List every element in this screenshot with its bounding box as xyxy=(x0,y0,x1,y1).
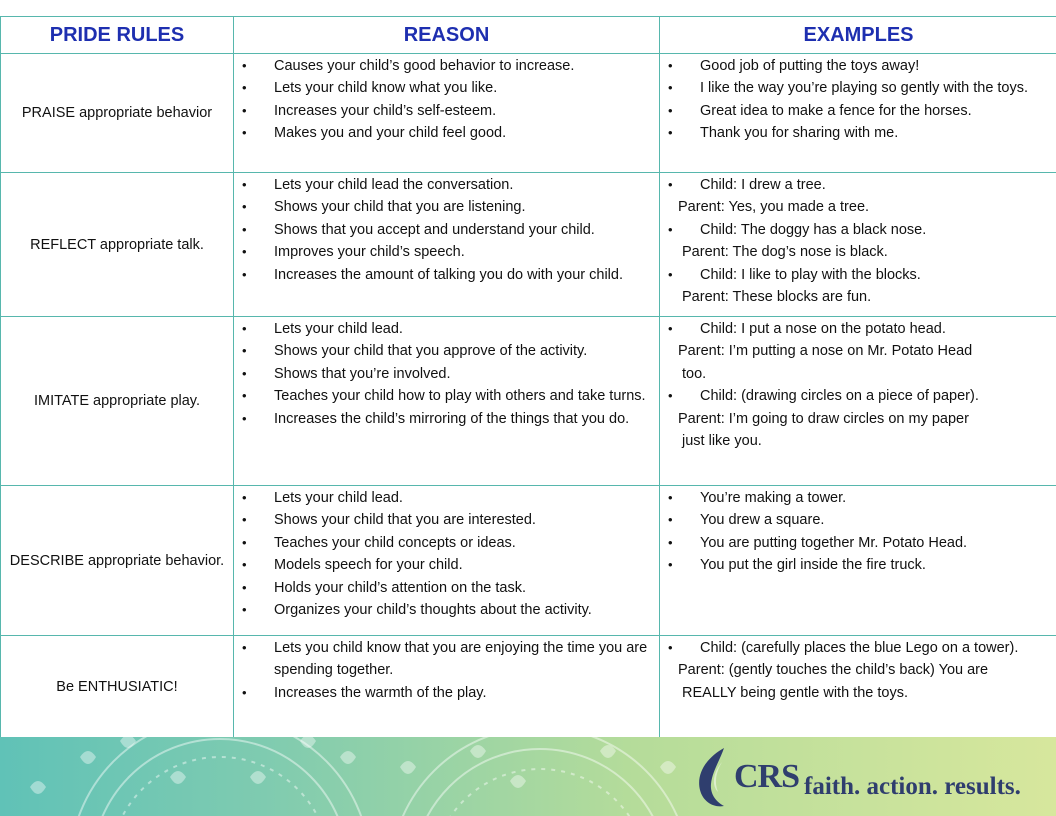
reason-text: Increases the warmth of the play. xyxy=(274,684,487,701)
example-item xyxy=(666,637,1053,659)
bullet-icon: • xyxy=(242,199,247,215)
example-item xyxy=(666,385,1053,407)
bullet-icon: • xyxy=(668,58,673,73)
bullet-icon: • xyxy=(668,534,673,550)
bullet-icon: • xyxy=(242,490,247,505)
reason-item xyxy=(240,637,655,682)
reason-text: Makes you and your child feel good. xyxy=(274,125,507,142)
example-continuation xyxy=(666,659,1053,681)
example-continuation xyxy=(666,241,1053,263)
bullet-icon: • xyxy=(668,221,673,237)
example-text: You drew a square. xyxy=(700,512,825,529)
reason-text: Increases your child’s self-esteem. xyxy=(274,102,497,119)
reason-text: Teaches your child concepts or ideas. xyxy=(274,534,516,551)
reason-item xyxy=(240,340,655,362)
example-text: I like the way you’re playing so gently with the toys. xyxy=(700,80,1029,97)
example-item xyxy=(666,264,1053,286)
bullet-icon: • xyxy=(668,102,673,118)
header-pride-rules: PRIDE RULES xyxy=(1,17,234,54)
reason-item xyxy=(240,122,655,144)
reason-text: Lets your child lead. xyxy=(274,490,403,506)
reason-item xyxy=(240,100,655,122)
reason-item xyxy=(240,599,655,621)
reason-text: Shows your child that you are listening. xyxy=(274,199,526,216)
example-text: Child: (drawing circles on a piece of paper). xyxy=(700,388,979,405)
bullet-icon: • xyxy=(668,490,673,505)
example-text: Parent: The dog’s nose is black. xyxy=(682,244,888,261)
reason-cell xyxy=(234,173,660,317)
example-cell xyxy=(660,173,1056,317)
example-text: Parent: I’m putting a nose on Mr. Potato Head xyxy=(678,343,973,360)
bullet-icon: • xyxy=(668,321,673,336)
example-item xyxy=(666,100,1053,122)
bullet-icon: • xyxy=(242,343,247,359)
example-item xyxy=(666,532,1053,554)
reason-item xyxy=(240,385,655,407)
table-header-row xyxy=(1,17,1056,54)
example-text: Parent: Yes, you made a tree. xyxy=(678,199,870,216)
example-text: Thank you for sharing with me. xyxy=(700,125,899,142)
example-text: too. xyxy=(682,365,707,382)
example-item xyxy=(666,219,1053,241)
bullet-icon: • xyxy=(242,321,247,336)
reason-item xyxy=(240,408,655,430)
pride-rule-cell: Be ENTHUSIATIC! xyxy=(1,636,234,738)
pride-rule-cell: IMITATE appropriate play. xyxy=(1,317,234,486)
example-text: Child: The doggy has a black nose. xyxy=(700,221,927,238)
bullet-icon: • xyxy=(242,557,247,573)
reason-list xyxy=(240,55,655,145)
example-text: Good job of putting the toys away! xyxy=(700,58,920,74)
example-text: Child: I put a nose on the potato head. xyxy=(700,321,946,337)
reason-item xyxy=(240,363,655,385)
bullet-icon: • xyxy=(668,177,673,192)
example-continuation xyxy=(666,363,1053,385)
header-reason: REASON xyxy=(234,17,660,54)
pride-rule-cell: REFLECT appropriate talk. xyxy=(1,173,234,317)
reason-item xyxy=(240,264,655,286)
example-item xyxy=(666,318,1053,340)
example-cell xyxy=(660,54,1056,173)
example-continuation xyxy=(666,682,1053,704)
bullet-icon: • xyxy=(668,125,673,141)
reason-text: Shows that you accept and understand your child. xyxy=(274,221,595,238)
reason-cell xyxy=(234,636,660,738)
reason-item xyxy=(240,487,655,509)
table-row xyxy=(1,486,1056,636)
bullet-icon: • xyxy=(668,512,673,528)
reason-text: Lets your child lead the conversation. xyxy=(274,177,514,193)
bullet-icon: • xyxy=(668,266,673,282)
bullet-icon: • xyxy=(242,579,247,595)
example-item xyxy=(666,77,1053,99)
reason-cell xyxy=(234,54,660,173)
reason-list xyxy=(240,318,655,430)
reason-item xyxy=(240,77,655,99)
reason-text: Improves your child’s speech. xyxy=(274,244,465,261)
bullet-icon: • xyxy=(242,266,247,282)
example-text: Parent: These blocks are fun. xyxy=(682,289,872,306)
example-item xyxy=(666,509,1053,531)
reason-text: Lets you child know that you are enjoying the time you are spending together. xyxy=(274,640,648,679)
bullet-icon: • xyxy=(668,80,673,96)
example-item xyxy=(666,174,1053,196)
example-item xyxy=(666,487,1053,509)
example-text: just like you. xyxy=(682,433,762,450)
example-text: REALLY being gentle with the toys. xyxy=(682,684,908,701)
example-continuation xyxy=(666,340,1053,362)
bullet-icon: • xyxy=(242,640,247,655)
example-item xyxy=(666,122,1053,144)
crs-tagline: faith. action. results. xyxy=(804,773,1021,800)
reason-text: Shows your child that you are interested. xyxy=(274,512,536,529)
reason-item xyxy=(240,241,655,263)
reason-item xyxy=(240,174,655,196)
example-text: Child: I drew a tree. xyxy=(700,177,826,193)
example-text: Child: (carefully places the blue Lego on a tower). xyxy=(700,640,1019,656)
reason-item xyxy=(240,219,655,241)
bullet-icon: • xyxy=(242,534,247,550)
bullet-icon: • xyxy=(242,512,247,528)
crs-logo xyxy=(694,744,1034,810)
reason-text: Models speech for your child. xyxy=(274,557,463,574)
example-continuation xyxy=(666,430,1053,452)
header-examples: EXAMPLES xyxy=(660,17,1056,54)
example-cell xyxy=(660,317,1056,486)
example-cell xyxy=(660,636,1056,738)
bullet-icon: • xyxy=(242,410,247,426)
reason-text: Increases the child’s mirroring of the things that you do. xyxy=(274,410,630,427)
reason-text: Shows your child that you approve of the activity. xyxy=(274,343,588,360)
example-text: Parent: (gently touches the child’s back) You are xyxy=(678,662,989,679)
reason-text: Lets your child know what you like. xyxy=(274,80,498,97)
bullet-icon: • xyxy=(668,557,673,573)
example-text: You put the girl inside the fire truck. xyxy=(700,557,926,574)
reason-list xyxy=(240,637,655,704)
pride-rules-table xyxy=(0,16,1056,738)
table-row xyxy=(1,636,1056,738)
reason-text: Organizes your child’s thoughts about the activity. xyxy=(274,602,592,619)
example-text: You’re making a tower. xyxy=(700,490,847,506)
reason-text: Teaches your child how to play with others and take turns. xyxy=(274,388,646,405)
bullet-icon: • xyxy=(242,388,247,404)
example-item xyxy=(666,554,1053,576)
example-text: You are putting together Mr. Potato Head. xyxy=(700,534,968,551)
bullet-icon: • xyxy=(242,102,247,118)
example-text: Great idea to make a fence for the horses. xyxy=(700,102,972,119)
reason-item xyxy=(240,318,655,340)
reason-cell xyxy=(234,317,660,486)
reason-cell xyxy=(234,486,660,636)
example-text: Parent: I’m going to draw circles on my paper xyxy=(678,410,969,427)
reason-item xyxy=(240,682,655,704)
example-continuation xyxy=(666,286,1053,308)
reason-text: Shows that you’re involved. xyxy=(274,365,451,382)
reason-text: Holds your child’s attention on the task. xyxy=(274,579,527,596)
reason-item xyxy=(240,577,655,599)
pride-rule-cell: DESCRIBE appropriate behavior. xyxy=(1,486,234,636)
table-row xyxy=(1,54,1056,173)
example-text: Child: I like to play with the blocks. xyxy=(700,266,921,283)
bullet-icon: • xyxy=(242,684,247,700)
reason-text: Causes your child’s good behavior to increase. xyxy=(274,58,575,74)
example-item xyxy=(666,55,1053,77)
reason-list xyxy=(240,174,655,286)
bullet-icon: • xyxy=(668,640,673,655)
example-cell xyxy=(660,486,1056,636)
bullet-icon: • xyxy=(242,221,247,237)
reason-item xyxy=(240,196,655,218)
table-row xyxy=(1,317,1056,486)
reason-text: Increases the amount of talking you do with your child. xyxy=(274,266,623,283)
pride-rule-cell: PRAISE appropriate behavior xyxy=(1,54,234,173)
reason-item xyxy=(240,55,655,77)
bullet-icon: • xyxy=(242,365,247,381)
example-continuation xyxy=(666,408,1053,430)
reason-text: Lets your child lead. xyxy=(274,321,403,337)
bullet-icon: • xyxy=(242,125,247,141)
bullet-icon: • xyxy=(242,80,247,96)
bullet-icon: • xyxy=(242,58,247,73)
reason-item xyxy=(240,532,655,554)
bullet-icon: • xyxy=(668,388,673,404)
bullet-icon: • xyxy=(242,177,247,192)
example-continuation xyxy=(666,196,1053,218)
reason-list xyxy=(240,487,655,621)
bullet-icon: • xyxy=(242,602,247,618)
bullet-icon: • xyxy=(242,244,247,260)
crs-logo-text: CRS xyxy=(734,758,800,795)
reason-item xyxy=(240,509,655,531)
table-row xyxy=(1,173,1056,317)
reason-item xyxy=(240,554,655,576)
